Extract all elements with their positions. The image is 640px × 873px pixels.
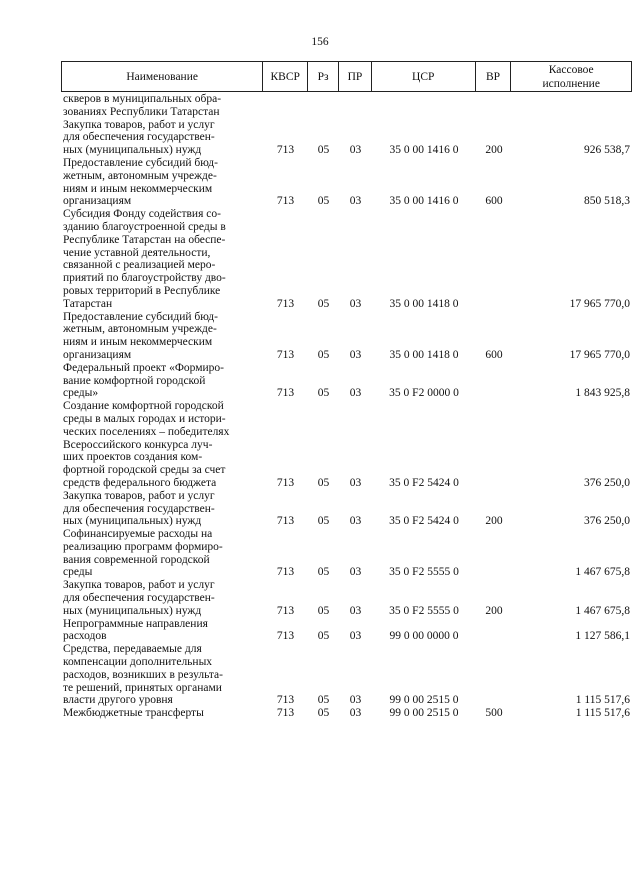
table-row (61, 618, 632, 644)
table-row (61, 119, 632, 157)
table-row (61, 528, 632, 579)
row-name-line: Закупка товаров, работ и услуг (63, 118, 215, 131)
row-kvsr: 713 (276, 387, 295, 400)
row-name (61, 119, 263, 157)
row-name (61, 157, 263, 208)
row-name-line: Федеральный проект «Формиро- (63, 361, 224, 374)
row-name-line: Республике Татарстан на обеспе- (63, 233, 226, 246)
row-csr: 35 0 00 1418 0 (389, 297, 459, 310)
row-pr: 03 (349, 630, 362, 643)
row-rz: 05 (317, 604, 330, 617)
row-vr: 200 (485, 515, 503, 528)
row-name-line: ных (муниципальных) нужд (63, 144, 202, 157)
row-csr: 35 0 F2 5555 0 (389, 566, 459, 579)
row-name-line: ческих поселениях – победителях (63, 425, 230, 438)
row-cash: 1 115 517,6 (575, 707, 630, 720)
row-rz: 05 (317, 387, 330, 400)
row-csr: 35 0 F2 5424 0 (389, 515, 459, 528)
row-name-line: ровых территорий в Республике (63, 284, 221, 297)
table-row (61, 400, 632, 490)
row-cash: 926 538,7 (584, 144, 630, 157)
row-pr: 03 (349, 707, 362, 720)
row-kvsr: 713 (276, 604, 295, 617)
row-cash: 1 115 517,6 (575, 694, 630, 707)
row-cash: 17 965 770,0 (569, 348, 630, 361)
header-csr: ЦСР (372, 62, 476, 91)
row-csr: 35 0 F2 0000 0 (389, 387, 459, 400)
header-cash-line2: исполнение (542, 77, 600, 90)
row-name-line: Непрограммные направления (63, 617, 208, 630)
row-name-line: для обеспечения государствен- (63, 502, 215, 515)
row-rz: 05 (317, 476, 330, 489)
row-name-line: Предоставление субсидий бюд- (63, 310, 218, 323)
row-name (61, 93, 263, 119)
row-name-line: связанной с реализацией меро- (63, 259, 216, 272)
row-pr: 03 (349, 387, 362, 400)
row-kvsr: 713 (276, 515, 295, 528)
row-name (61, 208, 263, 310)
row-name (61, 643, 263, 707)
row-name-line: Средства, передаваемые для (63, 643, 202, 656)
row-csr: 35 0 00 1416 0 (389, 195, 459, 208)
row-name-line: ниям и иным некоммерческим (63, 336, 213, 349)
row-vr: 200 (485, 144, 503, 157)
row-rz: 05 (317, 144, 330, 157)
row-pr: 03 (349, 297, 362, 310)
row-name-line: для обеспечения государствен- (63, 592, 215, 605)
row-cash: 17 965 770,0 (569, 297, 630, 310)
row-kvsr: 713 (276, 566, 295, 579)
header-cash-execution (511, 62, 631, 91)
row-name-line: ниям и иным некоммерческим (63, 182, 213, 195)
row-name-line: средств федерального бюджета (63, 476, 217, 489)
row-name-line: ших проектов создания ком- (63, 451, 203, 464)
table-row (61, 490, 632, 528)
table-header (61, 61, 632, 92)
row-rz: 05 (317, 348, 330, 361)
row-name-line: Субсидия Фонду содействия со- (63, 208, 221, 221)
row-csr: 35 0 00 1416 0 (389, 144, 459, 157)
row-cash: 1 467 675,8 (575, 604, 630, 617)
row-name-line: организациям (63, 195, 132, 208)
row-rz: 05 (317, 707, 330, 720)
row-cash: 376 250,0 (584, 476, 630, 489)
row-rz: 05 (317, 694, 330, 707)
table-row (61, 707, 632, 720)
table-row (61, 93, 632, 119)
row-pr: 03 (349, 348, 362, 361)
row-pr: 03 (349, 566, 362, 579)
row-name-line: расходов (63, 630, 107, 643)
row-name-line: Татарстан (63, 297, 113, 310)
table-row (61, 208, 632, 310)
row-kvsr: 713 (276, 694, 295, 707)
row-name-line: для обеспечения государствен- (63, 131, 215, 144)
row-name-line: среды» (63, 387, 99, 400)
row-name-line: жетным, автономным учрежде- (63, 323, 217, 336)
row-name-line: среды (63, 566, 93, 579)
row-cash: 850 518,3 (584, 195, 630, 208)
row-kvsr: 713 (276, 195, 295, 208)
row-rz: 05 (317, 515, 330, 528)
table-body (61, 93, 632, 720)
row-name-line: приятий по благоустройству дво- (63, 272, 226, 285)
row-pr: 03 (349, 604, 362, 617)
row-cash: 1 843 925,8 (575, 387, 630, 400)
row-name-line: зованиях Республики Татарстан (63, 105, 220, 118)
row-csr: 99 0 00 0000 0 (389, 630, 459, 643)
row-name-line: Закупка товаров, работ и услуг (63, 489, 215, 502)
page-number: 156 (311, 36, 329, 48)
row-csr: 35 0 F2 5555 0 (389, 604, 459, 617)
row-kvsr: 713 (276, 348, 295, 361)
row-kvsr: 713 (276, 144, 295, 157)
table-row (61, 579, 632, 617)
row-rz: 05 (317, 630, 330, 643)
row-rz: 05 (317, 297, 330, 310)
row-vr: 600 (485, 348, 503, 361)
header-vr: ВР (476, 62, 512, 91)
table-row (61, 643, 632, 707)
table-row (61, 157, 632, 208)
row-name-line: те решений, принятых органами (63, 681, 222, 694)
row-vr: 500 (485, 707, 503, 720)
row-name-line: Софинансируемые расходы на (63, 528, 213, 541)
row-pr: 03 (349, 694, 362, 707)
row-cash: 1 127 586,1 (575, 630, 630, 643)
row-name-line: вания современной городской (63, 553, 210, 566)
row-rz: 05 (317, 566, 330, 579)
row-name-line: жетным, автономным учрежде- (63, 169, 217, 182)
row-vr: 600 (485, 195, 503, 208)
row-name (61, 528, 263, 579)
row-name (61, 618, 263, 644)
row-name-line: чение уставной деятельности, (63, 246, 211, 259)
row-csr: 35 0 00 1418 0 (389, 348, 459, 361)
header-cash-line1: Кассовое (548, 63, 594, 76)
row-cash: 376 250,0 (584, 515, 630, 528)
table-row (61, 311, 632, 362)
row-name-line: ных (муниципальных) нужд (63, 515, 202, 528)
row-name-line: Закупка товаров, работ и услуг (63, 579, 215, 592)
row-name (61, 579, 263, 617)
row-name (61, 707, 263, 720)
row-pr: 03 (349, 476, 362, 489)
row-name-line: реализацию программ формиро- (63, 540, 223, 553)
row-csr: 99 0 00 2515 0 (389, 694, 459, 707)
row-name-line: компенсации дополнительных (63, 656, 213, 669)
row-name-line: ных (муниципальных) нужд (63, 604, 202, 617)
row-kvsr: 713 (276, 297, 295, 310)
row-vr: 200 (485, 604, 503, 617)
row-name-line: власти другого уровня (63, 694, 173, 707)
row-kvsr: 713 (276, 476, 295, 489)
row-name-line: Создание комфортной городской (63, 400, 224, 413)
row-name-line: вание комфортной городской (63, 374, 206, 387)
row-name-line: фортной городской среды за счет (63, 464, 226, 477)
row-kvsr: 713 (276, 630, 295, 643)
header-name: Наименование (62, 62, 263, 91)
row-name-line: Межбюджетные трансферты (63, 707, 204, 720)
row-name (61, 311, 263, 362)
row-name-line: Предоставление субсидий бюд- (63, 156, 218, 169)
row-name-line: организациям (63, 348, 132, 361)
row-name (61, 362, 263, 400)
header-rz: Рз (308, 62, 339, 91)
header-kvsr: КВСР (263, 62, 308, 91)
row-pr: 03 (349, 515, 362, 528)
row-csr: 99 0 00 2515 0 (389, 707, 459, 720)
row-rz: 05 (317, 195, 330, 208)
row-cash: 1 467 675,8 (575, 566, 630, 579)
row-name-line: Всероссийского конкурса луч- (63, 438, 213, 451)
row-name-line: расходов, возникших в результа- (63, 668, 223, 681)
row-name (61, 490, 263, 528)
row-kvsr: 713 (276, 707, 295, 720)
row-name (61, 400, 263, 490)
row-csr: 35 0 F2 5424 0 (389, 476, 459, 489)
table-row (61, 362, 632, 400)
header-pr: ПР (339, 62, 372, 91)
row-name-line: зданию благоустроенной среды в (63, 220, 226, 233)
row-name-line: скверов в муниципальных обра- (63, 93, 222, 105)
row-pr: 03 (349, 195, 362, 208)
row-name-line: среды в малых городах и истори- (63, 412, 226, 425)
row-pr: 03 (349, 144, 362, 157)
